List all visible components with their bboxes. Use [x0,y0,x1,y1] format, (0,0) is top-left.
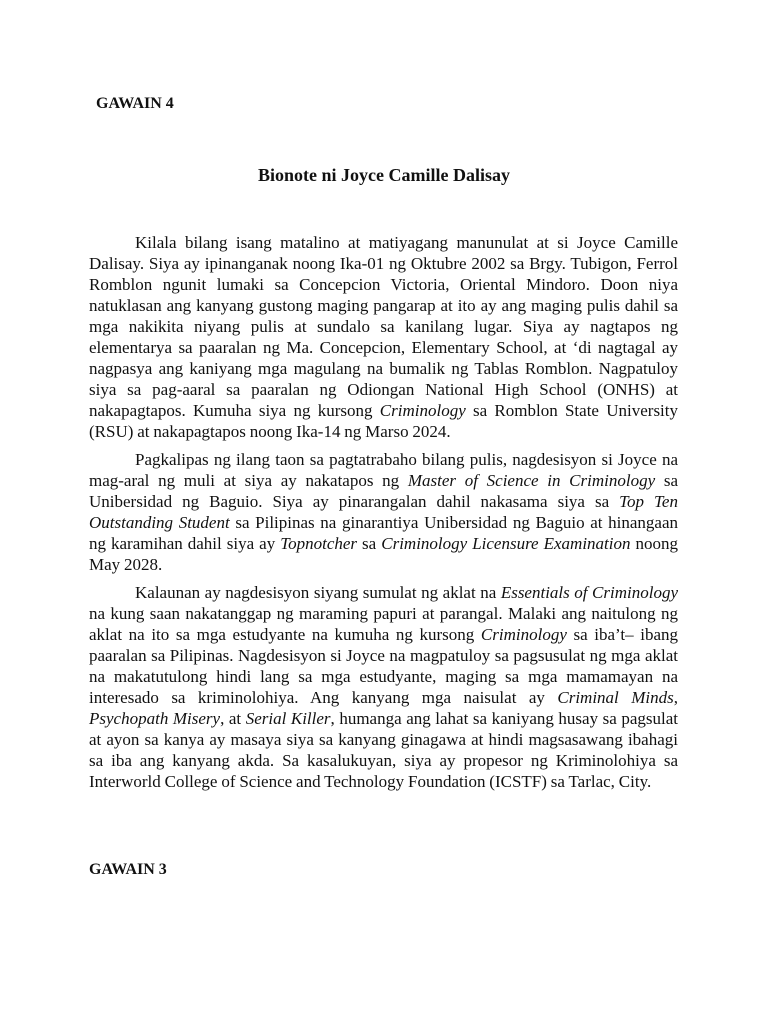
text-run: noong May 2028. [89,534,679,574]
italic-term: Psychopath Misery [89,709,221,728]
text-run: , humanga ang lahat sa kaniyang husay sa pagsulat at ayon sa kanya ay masaya siya sa kanyang ginagawa at hindi magsasawang ibahagi sa iba ang kanyang akda. Sa kasalukuyan, siya ay propesor ng Kriminolohiya sa Interworld College of Science and Technology Foundation (ICSTF) sa Tarlac, City. [89,709,679,791]
text-run: , at [220,709,246,728]
italic-term: Serial Killer [245,709,331,728]
italic-term: Essentials of Criminology [500,583,678,602]
document-title: Bionote ni Joyce Camille Dalisay [258,165,510,185]
text-run: Kilala bilang isang matalino at matiyagang manunulat at si Joyce Camille Dalisay. Siya ay ipinanganak noong Ika-01 ng Oktubre 2002 sa Brgy. Tubigon, Ferrol Romblon ngunit lumaki sa Concepcion Victoria, Oriental Mindoro. Doon niya natuklasan ang kanyang gustong maging pangarap at ito ay ang maging pulis dahil sa mga nakikita niyang pulis at sundalo sa kanilang lugar. Siya ay nagtapos ng elementarya sa paaralan ng Ma. Concepcion, Elementary School, at ‘di nagtagal ay nagpasya ang kaniyang mga magulang na bumalik ng Tablas Romblon. Nagpatuloy siya sa pag-aaral sa paaralan ng Odiongan National High School (ONHS) at nakapagtapos. Kumuha siya ng kursong [89,233,678,420]
text-run: na kung saan nakatanggap ng maraming papuri at parangal. Malaki ang naitulong ng aklat na ito sa mga estudyante na kumuha ng kursong [89,604,678,644]
italic-term: Criminology [379,401,466,420]
italic-term: Criminal Minds [557,688,674,707]
italic-term: Master of Science in Criminology [407,471,656,490]
italic-term: Topnotcher [280,534,358,553]
text-run: sa Pilipinas na ginarantiya Unibersidad ng Baguio at hinangaan ng karamihan dahil siya ay [89,513,678,553]
section-heading-gawain-3: GAWAIN 3 [89,861,167,878]
text-run: sa iba’t– ibang paaralan sa Pilipinas. Nagdesisyon si Joyce na magpatuloy sa pagsusulat ng mga aklat na makatutulong hindi lang sa mga estudyante, maging sa mga mamamayan na interesado sa kriminolohiya. Ang kanyang mga naisulat ay [89,625,679,707]
italic-term: Criminology [480,625,567,644]
text-run: Kalaunan ay nagdesisyon siyang sumulat ng aklat na [135,583,501,602]
bionote-body [89,232,678,792]
paragraph-2 [89,449,678,575]
paragraph-3 [89,582,678,792]
italic-term: Top Ten Outstanding Student [89,492,678,532]
paragraph-1 [89,232,678,442]
text-run: sa [357,534,382,553]
text-run: Pagkalipas ng ilang taon sa pagtatrabaho bilang pulis, nagdesisyon si Joyce na mag-aral ng muli at siya ay nakatapos ng [89,450,678,490]
text-run: sa Romblon State University (RSU) at nakapagtapos noong Ika-14 ng Marso 2024. [89,401,679,441]
text-run: , [673,688,678,707]
italic-term: Criminology Licensure Examination [381,534,631,553]
text-run: sa Unibersidad ng Baguio. Siya ay pinarangalan dahil nakasama siya sa [89,471,678,511]
section-heading-gawain-4: GAWAIN 4 [96,95,174,112]
